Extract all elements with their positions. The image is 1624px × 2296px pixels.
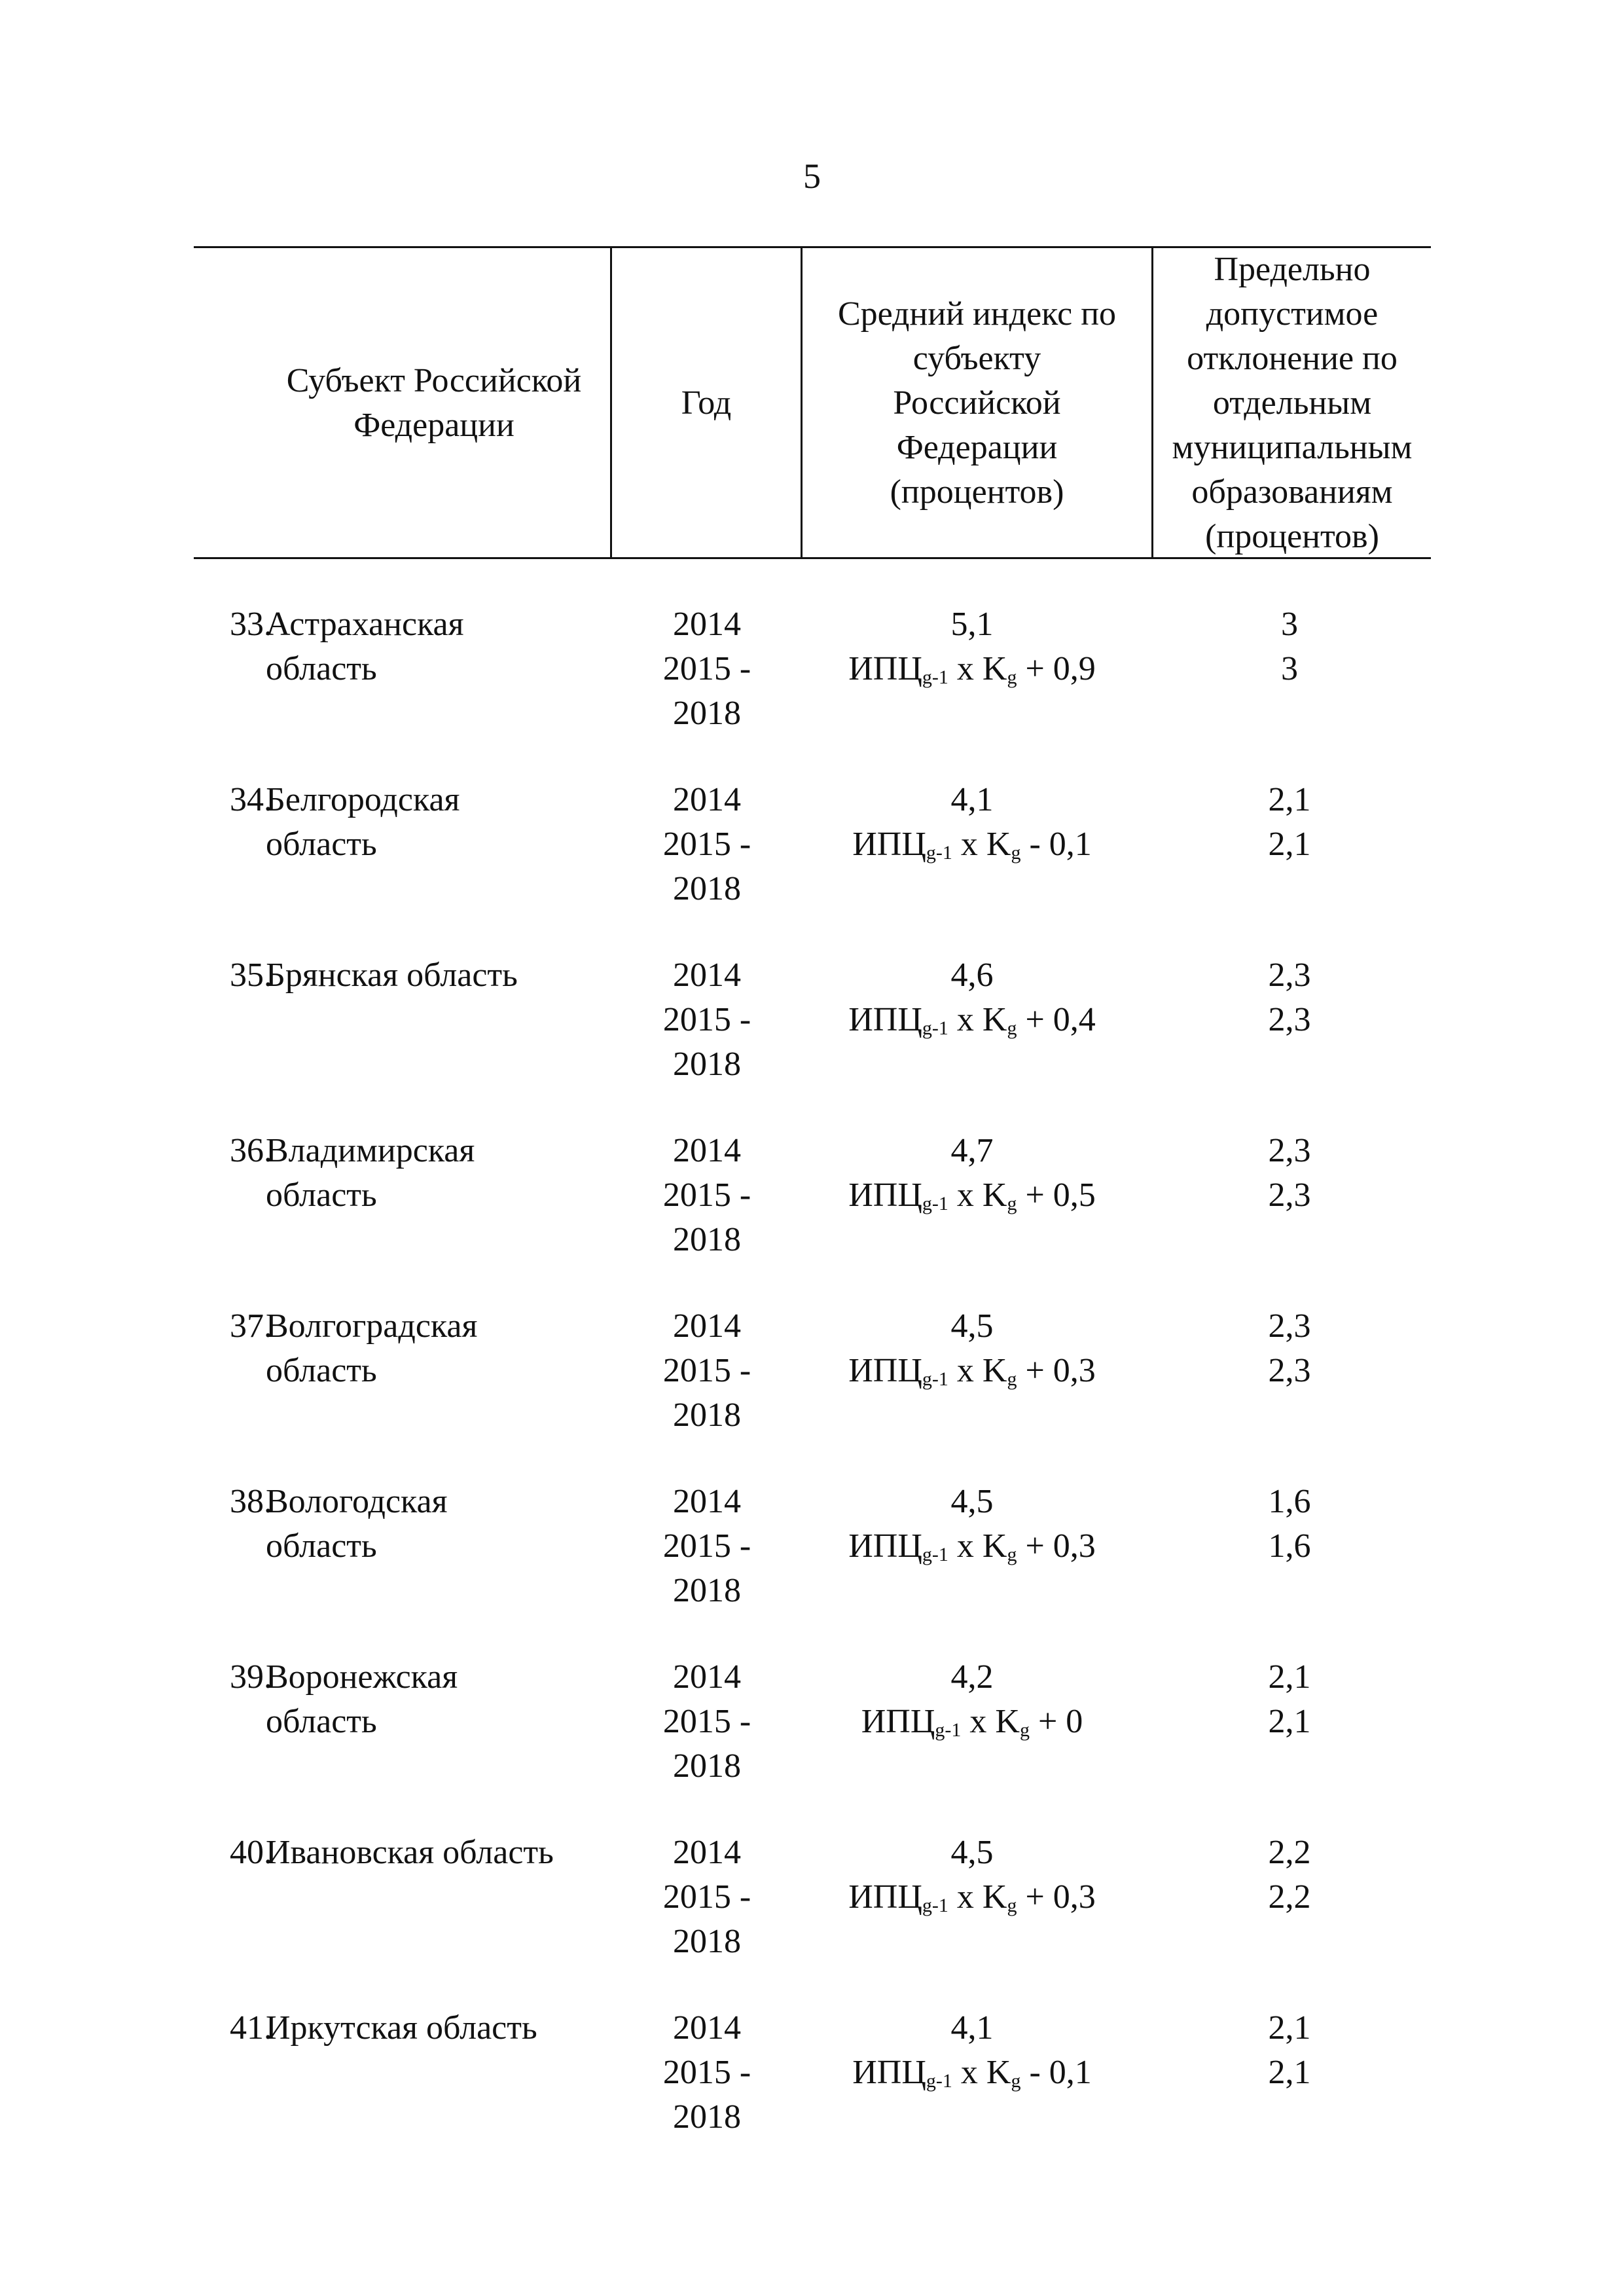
- year-line: 2014: [673, 1834, 741, 1871]
- table-row: [0, 1304, 1624, 1435]
- limit-cell: [1191, 1304, 1388, 1393]
- formula-tail: - 0,1: [1020, 2054, 1092, 2091]
- limit-line: 2,3: [1268, 1001, 1311, 1038]
- year-line: 2018: [673, 870, 741, 907]
- year-cell: [628, 1831, 785, 1964]
- formula-subscript: g-1: [922, 1368, 948, 1390]
- formula-mult: x K: [948, 650, 1007, 687]
- header-subject: Субъект Российской Федерации: [286, 362, 582, 444]
- subject-name: [266, 1831, 632, 1875]
- index-formula: [802, 1349, 1142, 1393]
- limit-cell: [1191, 1480, 1388, 1569]
- formula-tail: + 0,9: [1017, 650, 1096, 687]
- formula-tail: + 0,4: [1017, 1001, 1096, 1038]
- year-line: 2014: [673, 781, 741, 818]
- limit-line: 2,1: [1268, 826, 1311, 863]
- year-cell: [628, 602, 785, 736]
- table-row: [0, 1655, 1624, 1786]
- year-cell: [628, 778, 785, 911]
- formula-subscript: g: [1007, 1544, 1017, 1565]
- year-line: 2018: [673, 1221, 741, 1258]
- formula-mult: x K: [952, 2054, 1011, 2091]
- year-line: 2014: [673, 1307, 741, 1345]
- table-row: [0, 1129, 1624, 1260]
- formula-subscript: g-1: [922, 1895, 948, 1916]
- subject-name-line: область: [266, 826, 377, 863]
- subject-name: [266, 2006, 632, 2050]
- year-cell: [628, 1655, 785, 1789]
- year-line: 2014: [673, 606, 741, 643]
- limit-cell: [1191, 1129, 1388, 1218]
- year-line: 2014: [673, 1132, 741, 1169]
- index-formula: [802, 1875, 1142, 1920]
- index-cell: [802, 778, 1142, 867]
- subject-name-line: Белгородская: [266, 781, 460, 818]
- subject-name: [266, 1480, 632, 1569]
- index-formula: [802, 647, 1142, 691]
- subject-name-line: Брянская область: [266, 957, 518, 994]
- index-formula: [802, 1700, 1142, 1744]
- year-line: 2015 -: [662, 1527, 751, 1565]
- year-line: 2018: [673, 1572, 741, 1609]
- subject-name-line: Владимирская: [266, 1132, 475, 1169]
- formula-mult: x K: [948, 1352, 1007, 1389]
- header-index: Средний индекс по субъекту Российской Федерации (процентов): [837, 295, 1117, 511]
- index-cell: [802, 1129, 1142, 1218]
- limit-line: 2,2: [1268, 1878, 1311, 1916]
- year-line: 2015 -: [662, 1176, 751, 1214]
- row-number: 33.: [230, 606, 272, 643]
- year-cell: [628, 953, 785, 1087]
- limit-cell: [1191, 953, 1388, 1042]
- index-formula: [802, 1524, 1142, 1569]
- limit-line: 2,3: [1268, 957, 1311, 994]
- formula-tail: + 0,3: [1017, 1352, 1096, 1389]
- header-limit: Предельно допустимое отклонение по отдельным муниципальным образованиям (процентов): [1172, 251, 1413, 555]
- formula-mult: x K: [952, 826, 1011, 863]
- formula-subscript: g-1: [922, 1193, 948, 1214]
- formula-subscript: g: [1007, 1368, 1017, 1390]
- subject-name-line: Астраханская: [266, 606, 464, 643]
- formula-mult: x K: [948, 1878, 1007, 1916]
- index-value-2014: 4,5: [950, 1483, 994, 1520]
- year-line: 2015 -: [662, 1001, 751, 1038]
- limit-line: 2,2: [1268, 1834, 1311, 1871]
- formula-tail: + 0,5: [1017, 1176, 1096, 1214]
- year-line: 2014: [673, 1658, 741, 1696]
- limit-line: 2,3: [1268, 1132, 1311, 1169]
- formula-base: ИПЦ: [852, 826, 926, 863]
- row-number: 40.: [230, 1834, 272, 1871]
- index-formula: [802, 998, 1142, 1042]
- formula-tail: + 0,3: [1017, 1527, 1096, 1565]
- index-cell: [802, 1480, 1142, 1569]
- formula-subscript: g-1: [926, 842, 952, 864]
- year-line: 2018: [673, 1747, 741, 1785]
- row-number: 36.: [230, 1132, 272, 1169]
- year-line: 2015 -: [662, 2054, 751, 2091]
- row-number: 35.: [230, 957, 272, 994]
- page-number: 5: [803, 156, 821, 196]
- formula-base: ИПЦ: [848, 1176, 922, 1214]
- header-year: Год: [681, 384, 732, 422]
- year-line: 2015 -: [662, 826, 751, 863]
- limit-line: 3: [1281, 606, 1298, 643]
- index-formula: [802, 2050, 1142, 2095]
- limit-line: 2,1: [1268, 2054, 1311, 2091]
- formula-subscript: g-1: [922, 1017, 948, 1039]
- limit-line: 2,1: [1268, 1658, 1311, 1696]
- formula-tail: + 0: [1029, 1703, 1083, 1740]
- subject-name-line: область: [266, 1352, 377, 1389]
- limit-line: 1,6: [1268, 1483, 1311, 1520]
- table-row: [0, 602, 1624, 733]
- subject-name: [266, 953, 632, 998]
- year-line: 2014: [673, 1483, 741, 1520]
- formula-subscript: g: [1011, 2070, 1021, 2092]
- formula-base: ИПЦ: [861, 1703, 935, 1740]
- formula-base: ИПЦ: [848, 650, 922, 687]
- row-number: 38.: [230, 1483, 272, 1520]
- year-line: 2018: [673, 1396, 741, 1434]
- row-number: 39.: [230, 1658, 272, 1696]
- year-cell: [628, 1129, 785, 1262]
- subject-name-line: область: [266, 1703, 377, 1740]
- index-value-2014: 4,7: [950, 1132, 994, 1169]
- subject-name-line: Ивановская область: [266, 1834, 554, 1871]
- subject-name-line: Вологодская: [266, 1483, 448, 1520]
- year-cell: [628, 1304, 785, 1438]
- formula-base: ИПЦ: [852, 2054, 926, 2091]
- formula-subscript: g-1: [926, 2070, 952, 2092]
- formula-mult: x K: [961, 1703, 1020, 1740]
- subject-name-line: область: [266, 650, 377, 687]
- year-line: 2015 -: [662, 1703, 751, 1740]
- formula-mult: x K: [948, 1527, 1007, 1565]
- row-number: 34.: [230, 781, 272, 818]
- index-value-2014: 4,6: [950, 957, 994, 994]
- formula-subscript: g: [1019, 1719, 1030, 1741]
- index-value-2014: 4,2: [950, 1658, 994, 1696]
- limit-cell: [1191, 1655, 1388, 1744]
- row-number: 41.: [230, 2009, 272, 2047]
- formula-tail: - 0,1: [1020, 826, 1092, 863]
- formula-subscript: g-1: [922, 666, 948, 688]
- subject-name: [266, 778, 632, 867]
- index-value-2014: 4,1: [950, 2009, 994, 2047]
- year-line: 2014: [673, 957, 741, 994]
- formula-subscript: g: [1007, 1895, 1017, 1916]
- limit-line: 2,3: [1268, 1176, 1311, 1214]
- limit-line: 1,6: [1268, 1527, 1311, 1565]
- index-cell: [802, 602, 1142, 691]
- row-number: 37.: [230, 1307, 272, 1345]
- formula-base: ИПЦ: [848, 1878, 922, 1916]
- index-cell: [802, 953, 1142, 1042]
- limit-line: 3: [1281, 650, 1298, 687]
- formula-base: ИПЦ: [848, 1527, 922, 1565]
- table-row: [0, 953, 1624, 1084]
- formula-base: ИПЦ: [848, 1001, 922, 1038]
- year-line: 2015 -: [662, 1352, 751, 1389]
- index-cell: [802, 1831, 1142, 1920]
- year-cell: [628, 2006, 785, 2140]
- formula-base: ИПЦ: [848, 1352, 922, 1389]
- limit-line: 2,3: [1268, 1307, 1311, 1345]
- subject-name-line: Воронежская: [266, 1658, 458, 1696]
- table-row: [0, 1480, 1624, 1611]
- table-row: [0, 1831, 1624, 1961]
- index-cell: [802, 2006, 1142, 2095]
- index-value-2014: 4,5: [950, 1834, 994, 1871]
- subject-name: [266, 602, 632, 691]
- index-formula: [802, 1173, 1142, 1218]
- index-value-2014: 5,1: [950, 606, 994, 643]
- formula-subscript: g: [1007, 666, 1017, 688]
- year-cell: [628, 1480, 785, 1613]
- limit-cell: [1191, 778, 1388, 867]
- formula-subscript: g: [1007, 1193, 1017, 1214]
- index-value-2014: 4,1: [950, 781, 994, 818]
- formula-tail: + 0,3: [1017, 1878, 1096, 1916]
- formula-subscript: g: [1011, 842, 1021, 864]
- index-formula: [802, 822, 1142, 867]
- formula-mult: x K: [948, 1001, 1007, 1038]
- subject-name-line: область: [266, 1527, 377, 1565]
- subject-name: [266, 1129, 632, 1218]
- year-line: 2014: [673, 2009, 741, 2047]
- formula-subscript: g-1: [935, 1719, 962, 1741]
- subject-name-line: Иркутская область: [266, 2009, 537, 2047]
- index-value-2014: 4,5: [950, 1307, 994, 1345]
- limit-line: 2,1: [1268, 2009, 1311, 2047]
- year-line: 2018: [673, 2098, 741, 2136]
- subject-name: [266, 1655, 632, 1744]
- formula-subscript: g: [1007, 1017, 1017, 1039]
- limit-cell: [1191, 602, 1388, 691]
- subject-name-line: область: [266, 1176, 377, 1214]
- year-line: 2015 -: [662, 1878, 751, 1916]
- limit-line: 2,1: [1268, 781, 1311, 818]
- limit-line: 2,1: [1268, 1703, 1311, 1740]
- index-cell: [802, 1655, 1142, 1744]
- index-cell: [802, 1304, 1142, 1393]
- limit-line: 2,3: [1268, 1352, 1311, 1389]
- year-line: 2018: [673, 1923, 741, 1960]
- subject-name-line: Волгоградская: [266, 1307, 478, 1345]
- limit-cell: [1191, 2006, 1388, 2095]
- year-line: 2015 -: [662, 650, 751, 687]
- limit-cell: [1191, 1831, 1388, 1920]
- table-row: [0, 778, 1624, 909]
- subject-name: [266, 1304, 632, 1393]
- formula-subscript: g-1: [922, 1544, 948, 1565]
- table-row: [0, 2006, 1624, 2137]
- formula-mult: x K: [948, 1176, 1007, 1214]
- year-line: 2018: [673, 1046, 741, 1083]
- year-line: 2018: [673, 695, 741, 732]
